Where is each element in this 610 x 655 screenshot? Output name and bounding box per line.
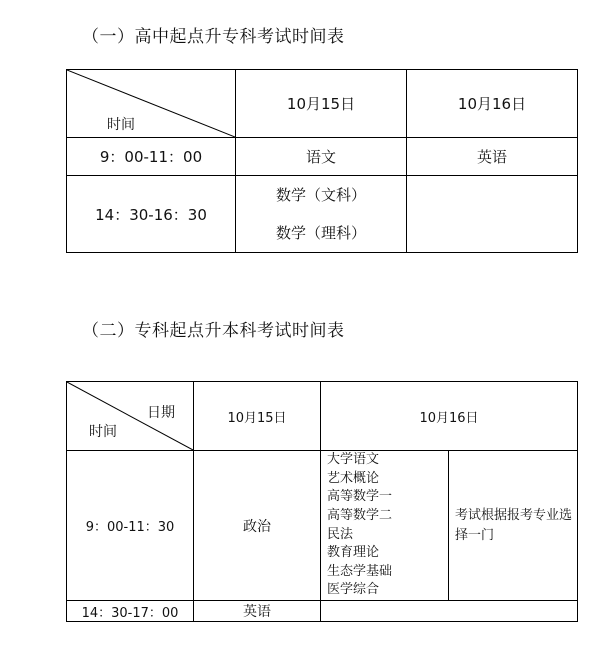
table-row	[67, 70, 578, 138]
corner-date-label: 日期	[147, 405, 175, 421]
subject-cell: 英语	[407, 138, 578, 176]
subject-item: 高等数学二	[327, 507, 393, 523]
subject-cell: 语文	[236, 138, 407, 176]
subject-item: 民法	[327, 526, 354, 542]
subject-item: 高等数学一	[327, 489, 393, 505]
table-row	[67, 451, 578, 601]
subject-item: 艺术概论	[327, 470, 380, 486]
time-cell: 9：00-11：30	[67, 451, 194, 601]
corner-header-cell	[67, 382, 194, 451]
table-row	[67, 382, 578, 451]
table-row	[67, 138, 578, 176]
schedule-table-2	[66, 381, 578, 622]
table2-title: （二）专科起点升本科考试时间表	[82, 321, 345, 341]
table-row	[67, 176, 578, 253]
date-header: 10月16日	[407, 70, 578, 138]
selection-note: 考试根据报考专业选择一门	[449, 451, 578, 601]
empty-cell	[407, 176, 578, 253]
subject-cell: 英语	[194, 601, 321, 622]
time-cell: 14：30-16：30	[67, 176, 236, 253]
subject-cell: 政治	[194, 451, 321, 601]
time-cell: 14：30-17：00	[67, 601, 194, 622]
subject-list-cell	[321, 451, 449, 601]
subject-item: 生态学基础	[327, 563, 393, 579]
diagonal-line	[67, 70, 235, 137]
table1-title: （一）高中起点升专科考试时间表	[82, 27, 345, 47]
corner-time-label: 时间	[107, 117, 135, 133]
subject-item: 医学综合	[327, 582, 380, 598]
date-header: 10月15日	[194, 382, 321, 451]
schedule-table-1	[66, 69, 578, 253]
subject-item: 教育理论	[327, 545, 380, 561]
empty-cell	[321, 601, 578, 622]
date-header: 10月16日	[321, 382, 578, 451]
subject-cell	[236, 176, 407, 253]
corner-header-cell	[67, 70, 236, 138]
date-header: 10月15日	[236, 70, 407, 138]
subject-item: 数学（文科）	[275, 186, 366, 204]
time-cell: 9：00-11：00	[67, 138, 236, 176]
subject-item: 大学语文	[327, 452, 380, 468]
table-row	[67, 601, 578, 622]
corner-time-label: 时间	[89, 424, 117, 440]
subject-item: 数学（理科）	[275, 224, 366, 242]
